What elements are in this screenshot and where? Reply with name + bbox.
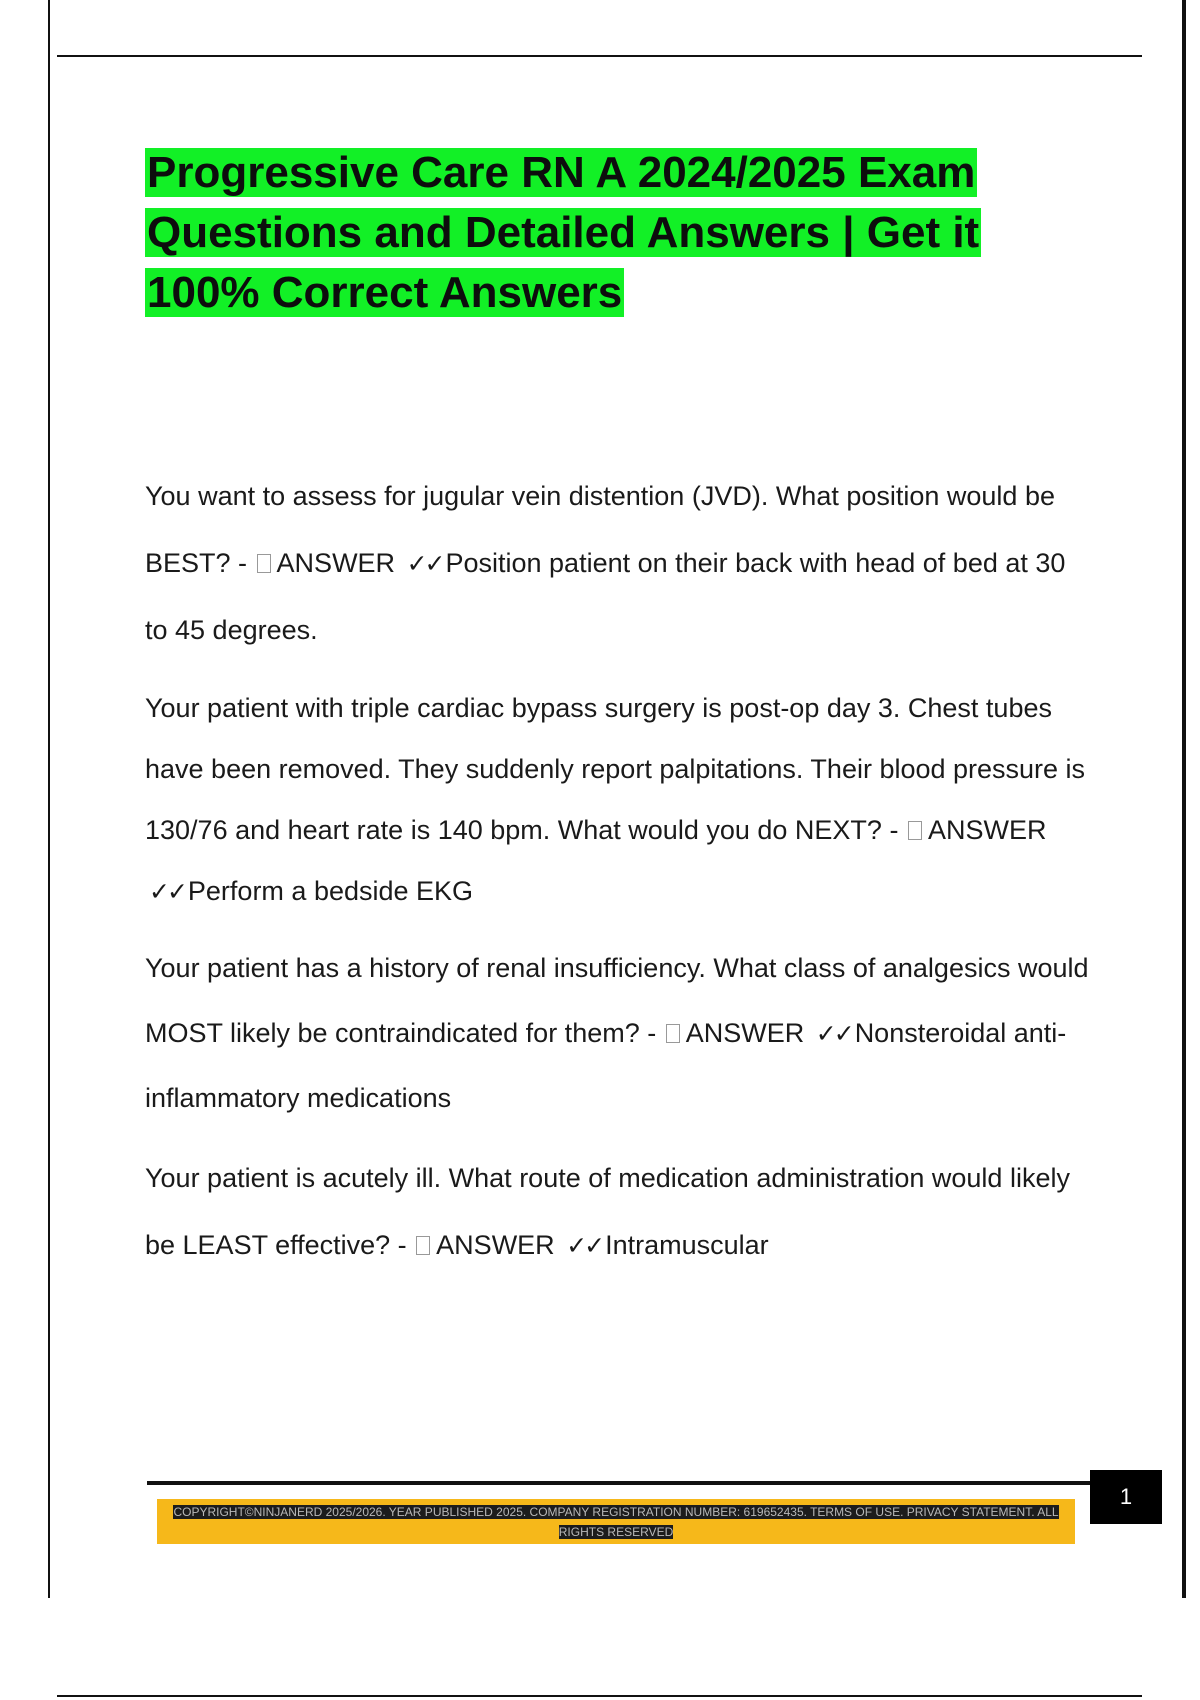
document-title <box>145 143 1075 323</box>
question-text: Your patient is acutely ill. What route of medication administration would likely be LEAST effective? - <box>145 1163 1070 1260</box>
header-rule <box>57 55 1142 57</box>
footer-rule <box>147 1481 1092 1485</box>
page-number: 1 <box>1090 1470 1162 1524</box>
checkmark-icon: ✓✓ <box>149 877 185 906</box>
page-right-border <box>1182 0 1186 1598</box>
checkmark-icon: ✓✓ <box>815 1019 852 1048</box>
answer-label: ANSWER <box>436 1230 555 1260</box>
answer-text: Position patient on their back with head of bed at 30 to 45 degrees. <box>145 548 1066 645</box>
question-text: Your patient with triple cardiac bypass surgery is post-op day 3. Chest tubes have been removed. They suddenly report palpitations. Their blood pressure is 130/76 and heart rate is 140 bpm. What would you do NEXT? - <box>145 693 1086 845</box>
answer-label: ANSWER <box>927 815 1047 845</box>
answer-box-icon <box>416 1236 430 1255</box>
answer-label: ANSWER <box>685 1018 805 1048</box>
question-text: You want to assess for jugular vein distention (JVD). What position would be BEST? - <box>145 481 1055 578</box>
copyright-notice <box>170 1502 1062 1542</box>
copyright-text: COPYRIGHT©NINJANERD 2025/2026. YEAR PUBLISHED 2025. COMPANY REGISTRATION NUMBER: 619652435. TERMS OF USE. PRIVACY STATEMENT. ALL RIGHTS RESERVED <box>173 1505 1059 1539</box>
checkmark-icon: ✓✓ <box>406 549 443 578</box>
answer-box-icon <box>257 554 271 573</box>
question-text: Your patient has a history of renal insufficiency. What class of analgesics would MOST likely be contraindicated for them? - <box>145 953 1089 1048</box>
page-bottom-rule <box>57 1695 1142 1697</box>
answer-label: ANSWER <box>276 548 396 578</box>
checkmark-icon: ✓✓ <box>566 1231 603 1260</box>
qa-item <box>145 678 1090 922</box>
qa-item <box>145 1145 1090 1279</box>
answer-box-icon <box>666 1024 680 1043</box>
answer-text: Nonsteroidal anti-inflammatory medications <box>145 1018 1067 1113</box>
answer-box-icon <box>908 821 922 840</box>
qa-item <box>145 463 1090 664</box>
qa-list <box>145 463 1090 1293</box>
answer-text: Perform a bedside EKG <box>187 876 474 906</box>
answer-text: Intramuscular <box>605 1230 769 1260</box>
document-title-text: Progressive Care RN A 2024/2025 Exam Questions and Detailed Answers | Get it 100% Correct Answers <box>147 148 980 317</box>
page-left-border <box>48 0 50 1598</box>
qa-item <box>145 936 1090 1131</box>
